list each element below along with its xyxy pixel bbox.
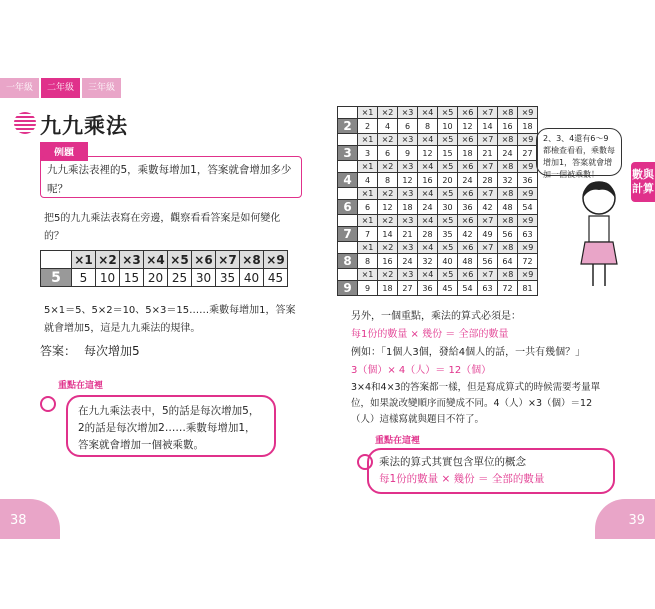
value-cell: 18 xyxy=(398,200,418,215)
point-text-1: 乘法的算式其實包含單位的概念 xyxy=(379,456,526,468)
right-paragraph-3: 3×4和4×3的答案都一樣，但是寫成算式的時候需要考量單位，如果說改變順序而變成不同。4（人）×3（個）＝12（人）這樣寫就與題目不符了。 xyxy=(351,382,601,425)
value-cell: 18 xyxy=(458,146,478,161)
value-cell: 36 xyxy=(418,281,438,296)
header-cell: ×2 xyxy=(378,269,398,281)
header-cell: ×1 xyxy=(358,242,378,254)
header-cell: ×8 xyxy=(498,269,518,281)
value-cell: 8 xyxy=(358,254,378,269)
header-cell: ×7 xyxy=(216,251,240,269)
side-tab-number-calculation[interactable]: 數與計算 xyxy=(631,162,655,202)
header-cell: ×4 xyxy=(418,269,438,281)
value-cell: 20 xyxy=(438,173,458,188)
value-cell: 28 xyxy=(418,227,438,242)
header-cell: ×8 xyxy=(498,107,518,119)
value-cell: 56 xyxy=(478,254,498,269)
header-cell: ×8 xyxy=(498,188,518,200)
value-cell: 6 xyxy=(358,200,378,215)
header-cell: ×6 xyxy=(192,251,216,269)
answer-line: 答案： 每次增加5 xyxy=(40,344,140,358)
header-cell: ×7 xyxy=(478,188,498,200)
header-cell: ×9 xyxy=(518,242,538,254)
header-cell: ×4 xyxy=(418,242,438,254)
page-number: 38 xyxy=(0,499,60,539)
value-cell: 12 xyxy=(418,146,438,161)
header-cell: ×1 xyxy=(358,134,378,146)
value-cell: 30 xyxy=(192,269,216,287)
header-cell: ×2 xyxy=(378,107,398,119)
header-cell: ×3 xyxy=(398,134,418,146)
value-cell: 3 xyxy=(358,146,378,161)
girl-character-illustration xyxy=(575,178,623,296)
table-row xyxy=(338,200,538,215)
value-cell: 35 xyxy=(438,227,458,242)
header-cell: ×1 xyxy=(358,161,378,173)
value-cell: 72 xyxy=(498,281,518,296)
value-cell: 12 xyxy=(458,119,478,134)
value-cell: 45 xyxy=(438,281,458,296)
formula-example: 3（個）× 4（人）＝ 12（個） xyxy=(351,365,492,376)
formula-line: 每1份的數量 × 幾份 ＝ 全部的數量 xyxy=(351,329,509,340)
header-cell: ×2 xyxy=(378,161,398,173)
value-cell: 6 xyxy=(398,119,418,134)
value-cell: 21 xyxy=(398,227,418,242)
header-cell: ×4 xyxy=(418,161,438,173)
right-paragraph-2: 例如：「1個人3個，發給4個人的話，一共有幾個？」 xyxy=(351,347,586,358)
table-row xyxy=(338,254,538,269)
header-cell: ×2 xyxy=(378,188,398,200)
value-cell: 42 xyxy=(458,227,478,242)
header-cell: ×9 xyxy=(518,161,538,173)
grade-tabs xyxy=(0,78,123,98)
header-cell: ×4 xyxy=(418,188,438,200)
header-cell: ×6 xyxy=(458,107,478,119)
value-cell: 28 xyxy=(478,173,498,188)
value-cell: 4 xyxy=(358,173,378,188)
header-cell: ×4 xyxy=(144,251,168,269)
row-label: 9 xyxy=(338,281,358,296)
example-label: 例題 xyxy=(40,142,88,161)
table-header-row xyxy=(338,134,538,146)
point-box: 在九九乘法表中，5的話是每次增加5，2的話是每次增加2……乘數每增加1，答案就會增加一個被乘數。 xyxy=(66,395,276,457)
header-cell: ×8 xyxy=(240,251,264,269)
header-cell: ×1 xyxy=(358,215,378,227)
value-cell: 35 xyxy=(216,269,240,287)
header-cell: ×2 xyxy=(378,215,398,227)
intro-paragraph: 把5的九九乘法表寫在旁邊，觀察看看答案是如何變化的？ xyxy=(44,213,281,242)
header-cell: ×5 xyxy=(168,251,192,269)
answer-label: 答案 xyxy=(40,344,65,358)
value-cell: 10 xyxy=(96,269,120,287)
value-cell: 9 xyxy=(358,281,378,296)
value-cell: 54 xyxy=(518,200,538,215)
point-label: 重點在這裡 xyxy=(375,436,421,446)
header-cell: ×1 xyxy=(72,251,96,269)
header-cell: ×4 xyxy=(418,215,438,227)
answer-text: 每次增加5 xyxy=(84,344,140,358)
header-cell: ×9 xyxy=(518,269,538,281)
table-header-row xyxy=(338,188,538,200)
header-cell: ×5 xyxy=(438,215,458,227)
point-label: 重點在這裡 xyxy=(58,381,104,391)
header-cell: ×3 xyxy=(398,269,418,281)
value-cell: 42 xyxy=(478,200,498,215)
header-cell: ×7 xyxy=(478,134,498,146)
value-cell: 24 xyxy=(458,173,478,188)
multiplication-table-5 xyxy=(40,250,288,287)
title-stripe-icon xyxy=(14,112,36,134)
value-cell: 25 xyxy=(168,269,192,287)
header-cell: ×7 xyxy=(478,215,498,227)
header-cell: ×9 xyxy=(518,134,538,146)
explanation-paragraph: 5×1＝5、5×2＝10、5×3＝15……乘數每增加1，答案就會增加5，這是九九乘法的規律。 xyxy=(44,305,296,334)
header-cell: ×8 xyxy=(498,242,518,254)
right-page xyxy=(327,70,655,539)
value-cell: 12 xyxy=(378,200,398,215)
value-cell: 49 xyxy=(478,227,498,242)
value-cell: 24 xyxy=(498,146,518,161)
header-cell: ×7 xyxy=(478,269,498,281)
point-box xyxy=(367,448,615,494)
value-cell: 24 xyxy=(418,200,438,215)
page-number: 39 xyxy=(595,499,655,539)
value-cell: 63 xyxy=(518,227,538,242)
header-cell: ×5 xyxy=(438,107,458,119)
header-cell: ×3 xyxy=(398,215,418,227)
table-row xyxy=(338,146,538,161)
value-cell: 14 xyxy=(478,119,498,134)
left-page xyxy=(0,70,327,539)
table-row xyxy=(338,119,538,134)
value-cell: 63 xyxy=(478,281,498,296)
value-cell: 2 xyxy=(358,119,378,134)
point-magnifier-icon xyxy=(40,396,56,412)
row-label: 5 xyxy=(41,269,72,287)
table-row xyxy=(338,281,538,296)
value-cell: 30 xyxy=(438,200,458,215)
header-cell: ×9 xyxy=(264,251,288,269)
header-cell: ×5 xyxy=(438,188,458,200)
table-header-row xyxy=(338,242,538,254)
page-title: 九九乘法 xyxy=(40,114,128,138)
value-cell: 5 xyxy=(72,269,96,287)
value-cell: 9 xyxy=(398,146,418,161)
header-cell: ×7 xyxy=(478,107,498,119)
tab-grade-2[interactable]: 二年級 xyxy=(41,78,80,98)
table-header-row xyxy=(338,215,538,227)
header-cell: ×1 xyxy=(358,107,378,119)
header-cell: ×6 xyxy=(458,188,478,200)
row-label: 3 xyxy=(338,146,358,161)
header-cell: ×3 xyxy=(398,161,418,173)
point-text-2: 每1份的數量 × 幾份 ＝ 全部的數量 xyxy=(379,473,545,485)
tab-grade-3[interactable]: 三年級 xyxy=(82,78,121,98)
header-cell: ×1 xyxy=(358,269,378,281)
table-row xyxy=(338,173,538,188)
value-cell: 21 xyxy=(478,146,498,161)
header-cell: ×2 xyxy=(96,251,120,269)
value-cell: 14 xyxy=(378,227,398,242)
header-cell: ×1 xyxy=(358,188,378,200)
header-cell: ×6 xyxy=(458,242,478,254)
header-cell: ×9 xyxy=(518,107,538,119)
value-cell: 12 xyxy=(398,173,418,188)
header-cell: ×2 xyxy=(378,242,398,254)
value-cell: 8 xyxy=(378,173,398,188)
tab-grade-1[interactable]: 一年級 xyxy=(0,78,39,98)
value-cell: 48 xyxy=(498,200,518,215)
header-cell: ×8 xyxy=(498,134,518,146)
value-cell: 15 xyxy=(438,146,458,161)
header-cell: ×4 xyxy=(418,134,438,146)
header-cell: ×3 xyxy=(398,242,418,254)
example-box: 九九乘法表裡的5，乘數每增加1，答案就會增加多少呢？ xyxy=(40,156,302,198)
header-cell: ×9 xyxy=(518,188,538,200)
value-cell: 72 xyxy=(518,254,538,269)
header-cell: ×7 xyxy=(478,161,498,173)
row-label: 7 xyxy=(338,227,358,242)
table-row xyxy=(338,227,538,242)
value-cell: 81 xyxy=(518,281,538,296)
header-cell: ×6 xyxy=(458,161,478,173)
header-cell: ×7 xyxy=(478,242,498,254)
value-cell: 48 xyxy=(458,254,478,269)
table-header-row xyxy=(338,269,538,281)
header-cell: ×8 xyxy=(498,161,518,173)
value-cell: 4 xyxy=(378,119,398,134)
value-cell: 54 xyxy=(458,281,478,296)
header-cell: ×3 xyxy=(398,188,418,200)
multiplication-tables xyxy=(337,106,538,296)
speech-bubble: 2、3、4還有6～9都檢查看看，乘數每增加1，答案就會增加一個被乘數！ xyxy=(536,128,622,176)
value-cell: 8 xyxy=(418,119,438,134)
header-cell: ×3 xyxy=(398,107,418,119)
right-paragraph-1: 另外，一個重點，乘法的算式必須是： xyxy=(351,311,521,322)
value-cell: 27 xyxy=(398,281,418,296)
header-cell: ×5 xyxy=(438,269,458,281)
value-cell: 32 xyxy=(418,254,438,269)
header-cell: ×5 xyxy=(438,242,458,254)
value-cell: 16 xyxy=(498,119,518,134)
value-cell: 20 xyxy=(144,269,168,287)
row-label: 2 xyxy=(338,119,358,134)
value-cell: 36 xyxy=(518,173,538,188)
value-cell: 15 xyxy=(120,269,144,287)
value-cell: 64 xyxy=(498,254,518,269)
value-cell: 40 xyxy=(240,269,264,287)
value-cell: 45 xyxy=(264,269,288,287)
value-cell: 10 xyxy=(438,119,458,134)
value-cell: 40 xyxy=(438,254,458,269)
header-cell: ×4 xyxy=(418,107,438,119)
value-cell: 24 xyxy=(398,254,418,269)
header-cell: ×6 xyxy=(458,134,478,146)
value-cell: 7 xyxy=(358,227,378,242)
value-cell: 32 xyxy=(498,173,518,188)
header-cell: ×8 xyxy=(498,215,518,227)
value-cell: 27 xyxy=(518,146,538,161)
header-cell: ×5 xyxy=(438,161,458,173)
table-header-row xyxy=(338,161,538,173)
header-cell: ×2 xyxy=(378,134,398,146)
row-label: 6 xyxy=(338,200,358,215)
value-cell: 6 xyxy=(378,146,398,161)
row-label: 4 xyxy=(338,173,358,188)
header-cell: ×6 xyxy=(458,215,478,227)
row-label: 8 xyxy=(338,254,358,269)
header-cell: ×6 xyxy=(458,269,478,281)
header-cell: ×3 xyxy=(120,251,144,269)
value-cell: 18 xyxy=(378,281,398,296)
header-cell: ×9 xyxy=(518,215,538,227)
header-cell: ×5 xyxy=(438,134,458,146)
value-cell: 56 xyxy=(498,227,518,242)
value-cell: 18 xyxy=(518,119,538,134)
value-cell: 16 xyxy=(418,173,438,188)
value-cell: 16 xyxy=(378,254,398,269)
value-cell: 36 xyxy=(458,200,478,215)
table-header-row xyxy=(338,107,538,119)
